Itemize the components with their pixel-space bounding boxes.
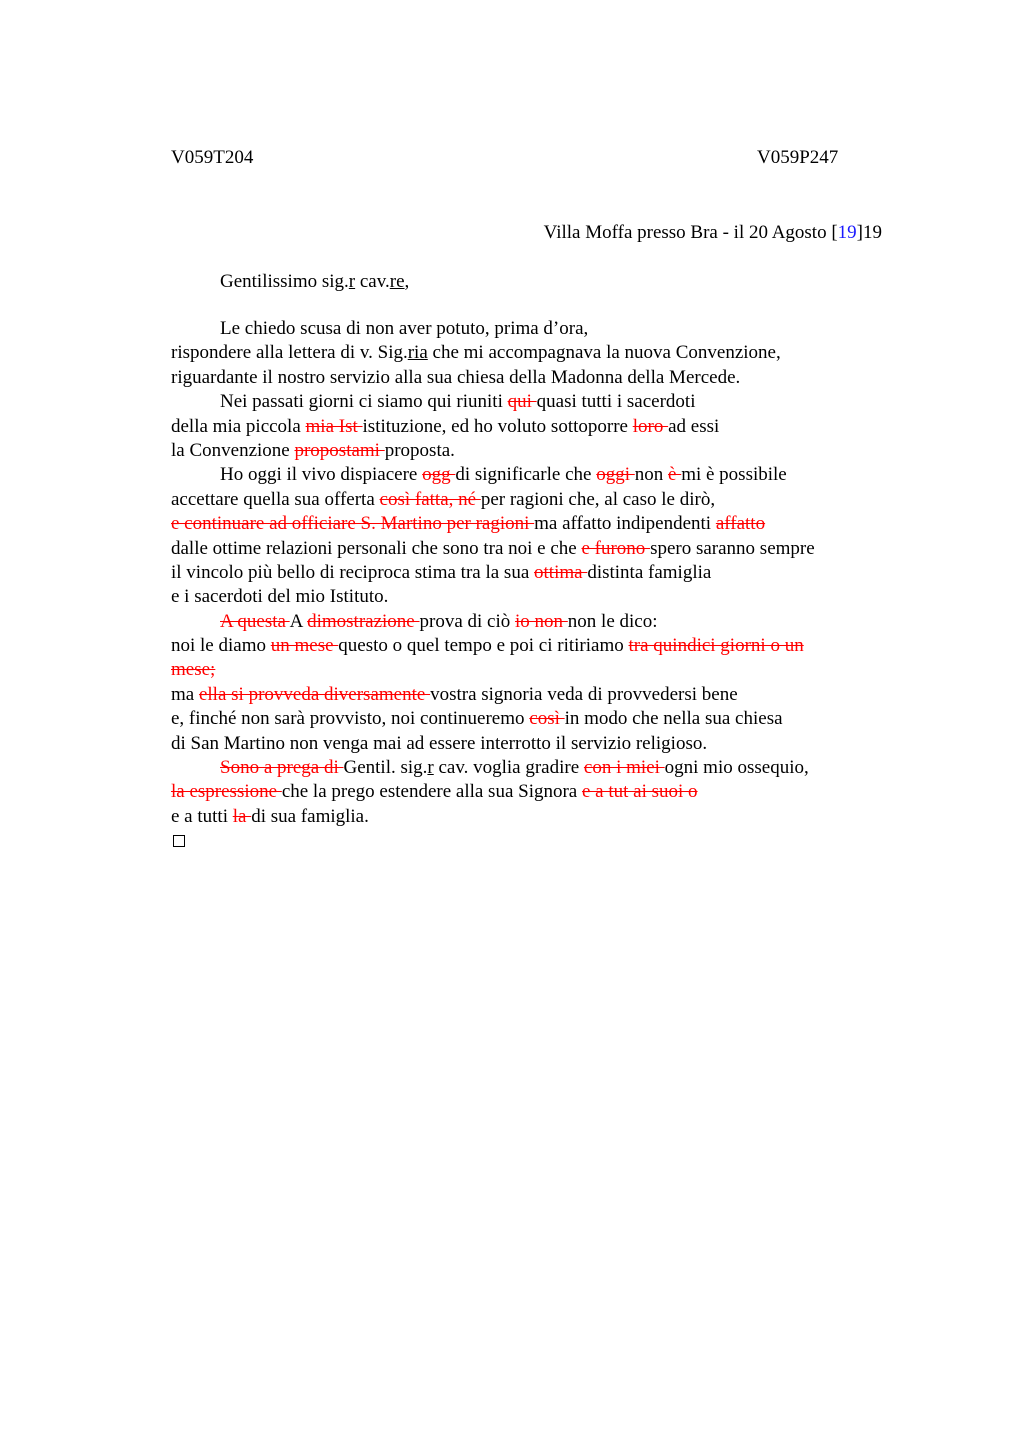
text: Gentil. sig. <box>343 757 428 779</box>
text: Ho oggi il vivo dispiacere <box>220 464 423 486</box>
dateline-place-date: Villa Moffa presso Bra - il 20 Agosto <box>543 222 832 243</box>
deletion: mia Ist <box>305 415 363 437</box>
deletion: qui <box>507 391 537 413</box>
text: per ragioni che, al caso le dirò, <box>480 488 716 510</box>
text: e i sacerdoti del mio Istituto. <box>171 586 389 608</box>
salutation-text: , <box>404 271 410 292</box>
text: prova di ciò <box>419 610 516 632</box>
editorial-year: 19 <box>837 222 857 243</box>
deletion: con i miei <box>583 757 665 779</box>
letter-line <box>171 439 871 463</box>
text: Nei passati giorni ci siamo qui riuniti <box>220 391 508 413</box>
deletion: Sono a prega di <box>220 757 344 779</box>
text: noi le diamo <box>171 635 271 657</box>
dateline-year-suffix: 19 <box>863 222 882 243</box>
text: in modo che nella sua chiesa <box>564 708 783 730</box>
deletion: A questa <box>220 610 290 632</box>
salutation-superscript: r <box>348 271 356 292</box>
editorial-bracket-open: [ <box>831 222 838 243</box>
letter-line <box>171 634 871 658</box>
letter-line <box>171 415 871 439</box>
deletion: io non <box>515 610 568 632</box>
text: Le chiedo scusa di non aver potuto, prima d’ora, <box>220 318 589 339</box>
text: quasi tutti i sacerdoti <box>536 391 696 413</box>
letter-line <box>171 488 871 512</box>
text: cav. voglia gradire <box>433 757 584 779</box>
letter-line <box>171 585 871 609</box>
text: questo o quel tempo e poi ci ritiriamo <box>338 635 629 657</box>
end-of-text-box-icon <box>173 835 185 847</box>
text: ma <box>171 683 199 705</box>
text: rispondere alla lettera di v. Sig. <box>171 342 408 364</box>
salutation-text: Gentilissimo sig. <box>220 271 349 292</box>
letter-line <box>171 317 871 341</box>
document-code-left: V059T204 <box>171 147 254 168</box>
text: dalle ottime relazioni personali che sono tra noi e che <box>171 537 582 559</box>
letter-line <box>171 537 871 561</box>
deletion: ogg <box>422 464 456 486</box>
letter-line <box>171 561 871 585</box>
text: distinta famiglia <box>587 561 712 583</box>
deletion: e continuare ad officiare S. Martino per ragioni <box>171 513 535 535</box>
text: ogni mio ossequio, <box>664 757 809 779</box>
text: proposta. <box>384 439 455 461</box>
letter-line <box>171 366 871 390</box>
deletion: così fatta, né <box>379 488 481 510</box>
editorial-bracket-close: ] <box>856 222 863 243</box>
letter-line <box>171 732 871 756</box>
letter-line <box>171 756 871 780</box>
text: di significarle che <box>455 464 597 486</box>
letter-line <box>171 683 871 707</box>
deletion: loro <box>632 415 669 437</box>
abbrev: r <box>427 757 434 779</box>
letter-body <box>171 317 871 829</box>
text: la Convenzione <box>171 439 295 461</box>
letter-line <box>171 658 871 682</box>
deletion: ella si provveda diversamente <box>198 683 431 705</box>
text: che la prego estendere alla sua Signora <box>281 781 582 803</box>
salutation-superscript: re <box>389 271 405 292</box>
deletion: oggi <box>596 464 635 486</box>
deletion: è <box>668 464 682 486</box>
deletion: ottima <box>534 561 588 583</box>
text: spero saranno sempre <box>650 537 815 559</box>
letter-line <box>171 341 871 365</box>
text: di San Martino non venga mai ad essere interrotto il servizio religioso. <box>171 732 708 754</box>
text: non le dico: <box>567 610 658 632</box>
text: vostra signoria veda di provvedersi bene <box>430 683 738 705</box>
letter-line <box>171 610 871 634</box>
text: accettare quella sua offerta <box>171 488 380 510</box>
text: mi è possibile <box>681 464 787 486</box>
salutation <box>220 270 409 294</box>
text: ad essi <box>668 415 720 437</box>
abbrev: ria <box>407 342 428 364</box>
letter-line <box>171 707 871 731</box>
text: non <box>634 464 668 486</box>
text: e, finché non sarà provvisto, noi continueremo <box>171 708 530 730</box>
deletion: la espressione <box>171 781 282 803</box>
letter-line <box>171 390 871 414</box>
deletion: così <box>529 708 565 730</box>
letter-line <box>171 780 871 804</box>
salutation-text: cav. <box>355 271 390 292</box>
deletion: e a tut ai suoi o <box>582 781 698 803</box>
deletion: e furono <box>581 537 651 559</box>
dateline <box>544 221 882 245</box>
deletion: affatto <box>715 513 766 535</box>
text: A <box>289 610 308 632</box>
text: e a tutti <box>171 805 233 827</box>
text: che mi accompagnava la nuova Convenzione, <box>427 342 781 364</box>
text: riguardante il nostro servizio alla sua chiesa della Madonna della Mercede. <box>171 366 741 388</box>
letter-line <box>171 463 871 487</box>
document-code-right: V059P247 <box>757 147 839 168</box>
text: della mia piccola <box>171 415 306 437</box>
letter-line <box>171 805 871 829</box>
letter-line <box>171 512 871 536</box>
deletion: tra quindici giorni o un <box>628 635 804 657</box>
text: il vincolo più bello di reciproca stima tra la sua <box>171 561 535 583</box>
deletion: mese; <box>171 659 216 681</box>
deletion: dimostrazione <box>307 610 420 632</box>
text: di sua famiglia. <box>251 805 369 827</box>
deletion: la <box>232 805 252 827</box>
text: ma affatto indipendenti <box>534 513 716 535</box>
deletion: un mese <box>270 635 339 657</box>
text: istituzione, ed ho voluto sottoporre <box>362 415 633 437</box>
deletion: propostami <box>294 439 385 461</box>
